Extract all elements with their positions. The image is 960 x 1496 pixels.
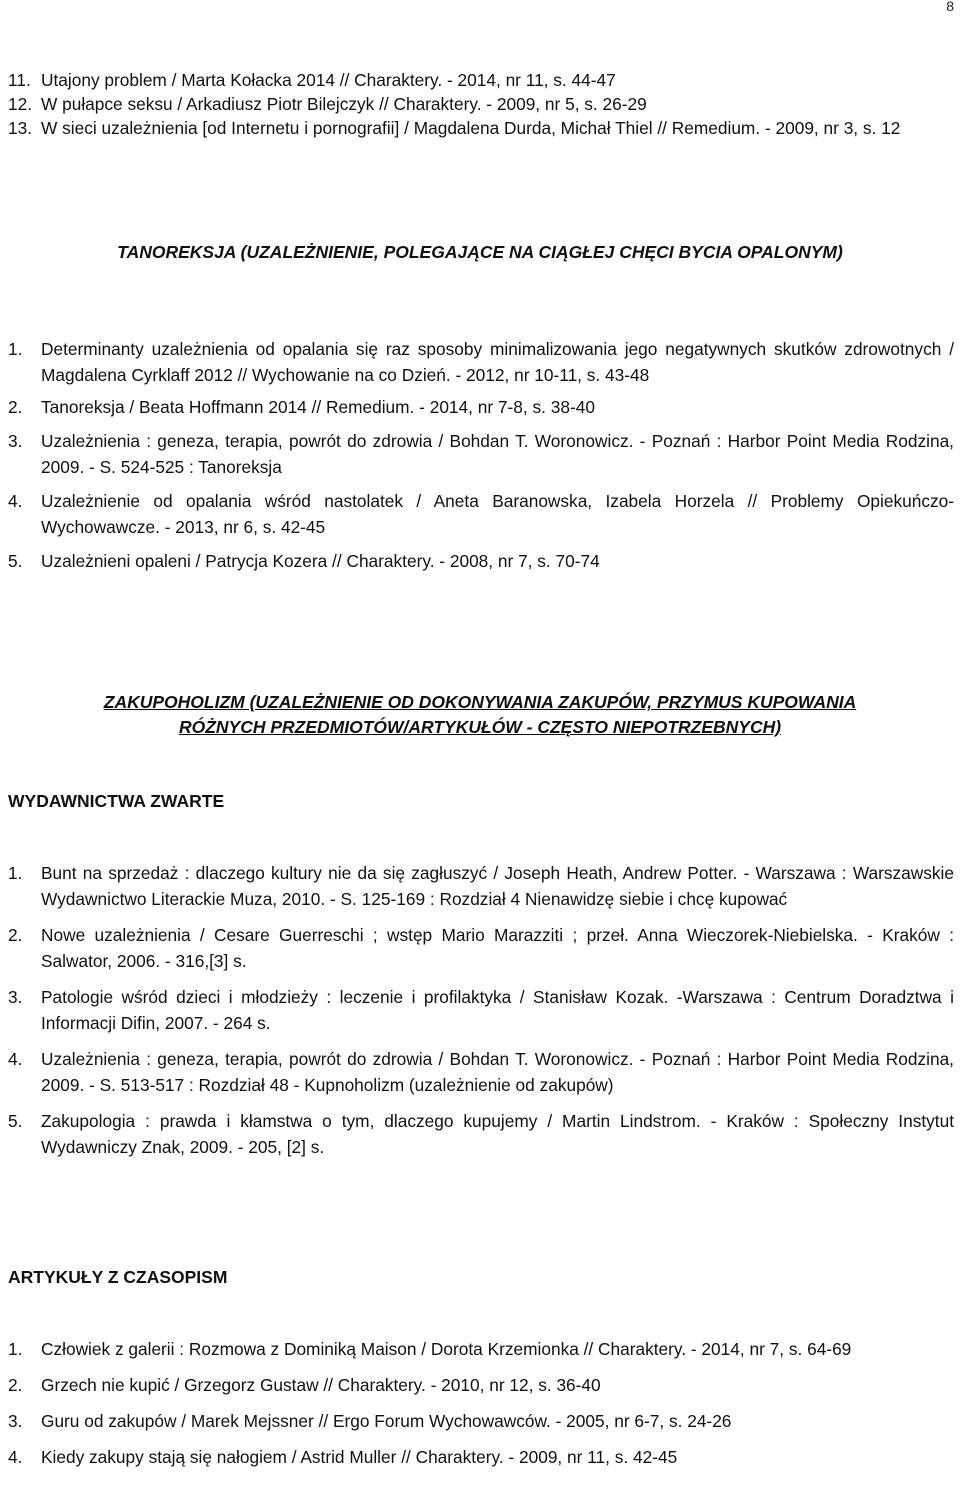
list-item-number: 3. xyxy=(8,1411,23,1431)
list-item-text: Uzależnienia : geneza, terapia, powrót do zdrowia / Bohdan T. Woronowicz. - Poznań : Harbor Point Media Rodzina, 2009. - S. 524-525 : Tanoreksja xyxy=(41,431,954,477)
list-item xyxy=(0,984,960,1036)
list-item-text: Zakupologia : prawda i kłamstwa o tym, dlaczego kupujemy / Martin Lindstrom. - Kraków : Społeczny Instytut Wydawniczy Znak, 2009. - 205, [2] s. xyxy=(41,1111,954,1157)
list-item xyxy=(0,91,960,115)
list-item-text: Patologie wśród dzieci i młodzieży : leczenie i profilaktyka / Stanisław Kozak. -Warszawa : Centrum Doradztwa i Informacji Difin, 2007. - 264 s. xyxy=(41,987,954,1033)
list-item-number: 2. xyxy=(8,925,23,945)
list-item-text: Kiedy zakupy stają się nałogiem / Astrid Muller // Charaktery. - 2009, nr 11, s. 42-45 xyxy=(41,1447,678,1467)
bibliography-list-continued xyxy=(0,67,960,141)
list-item-number: 1. xyxy=(8,1339,23,1359)
list-item-text: Uzależnienia : geneza, terapia, powrót do zdrowia / Bohdan T. Woronowicz. - Poznań : Harbor Point Media Rodzina, 2009. - S. 513-517 : Rozdział 48 - Kupnoholizm (uzależnienie od zakupów) xyxy=(41,1049,954,1095)
list-item-number: 12. xyxy=(8,94,33,114)
list-item-number: 1. xyxy=(8,863,23,883)
list-item xyxy=(0,1336,960,1362)
list-item xyxy=(0,67,960,91)
list-item xyxy=(0,336,960,388)
list-item-text: Uzależnienie od opalania wśród nastolatek / Aneta Baranowska, Izabela Horzela // Problemy Opiekuńczo-Wychowawcze. - 2013, nr 6, s. 42-45 xyxy=(41,491,954,537)
list-item-number: 2. xyxy=(8,1375,23,1395)
list-item-number: 3. xyxy=(8,431,23,451)
list-item xyxy=(0,1444,960,1470)
list-item-text: Nowe uzależnienia / Cesare Guerreschi ; wstęp Mario Marazziti ; przeł. Anna Wieczorek-Niebielska. - Kraków : Salwator, 2006. - 316,[3] s. xyxy=(41,925,954,971)
list-item xyxy=(0,488,960,540)
subsection-articles-label: ARTYKUŁY Z CZASOPISM xyxy=(8,1267,228,1287)
list-item-text: Grzech nie kupić / Grzegorz Gustaw // Charaktery. - 2010, nr 12, s. 36-40 xyxy=(41,1375,601,1395)
list-item-number: 13. xyxy=(8,118,33,138)
articles-list xyxy=(0,1336,960,1470)
list-item xyxy=(0,394,960,420)
list-item xyxy=(0,1108,960,1160)
list-item xyxy=(0,548,960,574)
list-item-text: Determinanty uzależnienia od opalania się raz sposoby minimalizowania jego negatywnych skutków zdrowotnych / Magdalena Cyrklaff 2012 // Wychowanie na co Dzień. - 2012, nr 10-11, s. 43-48 xyxy=(41,339,954,385)
list-item-number: 1. xyxy=(8,339,23,359)
list-item-number: 2. xyxy=(8,397,23,417)
list-item-text: Utajony problem / Marta Kołacka 2014 // Charaktery. - 2014, nr 11, s. 44-47 xyxy=(41,70,616,90)
section-heading-zakupoholizm: ZAKUPOHOLIZM (UZALEŻNIENIE OD DOKONYWANIA ZAKUPÓW, PRZYMUS KUPOWANIA RÓŻNYCH PRZEDMIOTÓW/ARTYKUŁÓW - CZĘSTO NIEPOTRZEBNYCH) xyxy=(103,692,857,737)
list-item xyxy=(0,922,960,974)
list-item xyxy=(0,1046,960,1098)
page-number: 8 xyxy=(946,0,954,14)
list-item-text: W sieci uzależnienia [od Internetu i pornografii] / Magdalena Durda, Michał Thiel // Remedium. - 2009, nr 3, s. 12 xyxy=(41,118,901,138)
list-item-number: 4. xyxy=(8,1049,23,1069)
books-list xyxy=(0,860,960,1160)
subsection-books-label: WYDAWNICTWA ZWARTE xyxy=(8,791,225,811)
list-item xyxy=(0,428,960,480)
list-item-number: 5. xyxy=(8,1111,23,1131)
section-heading-tanoreksja: TANOREKSJA (UZALEŻNIENIE, POLEGAJĄCE NA CIĄGŁEJ CHĘCI BYCIA OPALONYM) xyxy=(117,242,843,262)
list-item-text: Guru od zakupów / Marek Mejssner // Ergo Forum Wychowawców. - 2005, nr 6-7, s. 24-26 xyxy=(41,1411,732,1431)
list-item-text: Tanoreksja / Beata Hoffmann 2014 // Remedium. - 2014, nr 7-8, s. 38-40 xyxy=(41,397,595,417)
list-item xyxy=(0,1408,960,1434)
list-item-text: Człowiek z galerii : Rozmowa z Dominiką Maison / Dorota Krzemionka // Charaktery. - 2014, nr 7, s. 64-69 xyxy=(41,1339,852,1359)
list-item xyxy=(0,115,960,141)
list-item-number: 11. xyxy=(8,70,31,90)
list-item-number: 4. xyxy=(8,491,23,511)
tanoreksja-list xyxy=(0,336,960,574)
list-item-text: Bunt na sprzedaż : dlaczego kultury nie da się zagłuszyć / Joseph Heath, Andrew Potter. - Warszawa : Warszawskie Wydawnictwo Literackie Muza, 2010. - S. 125-169 : Rozdział 4 Nienawidzę siebie i chcę kupować xyxy=(41,863,954,909)
list-item xyxy=(0,1372,960,1398)
list-item xyxy=(0,860,960,912)
list-item-number: 5. xyxy=(8,551,23,571)
list-item-text: W pułapce seksu / Arkadiusz Piotr Bilejczyk // Charaktery. - 2009, nr 5, s. 26-29 xyxy=(41,94,647,114)
list-item-text: Uzależnieni opaleni / Patrycja Kozera // Charaktery. - 2008, nr 7, s. 70-74 xyxy=(41,551,600,571)
list-item-number: 3. xyxy=(8,987,23,1007)
list-item-number: 4. xyxy=(8,1447,23,1467)
